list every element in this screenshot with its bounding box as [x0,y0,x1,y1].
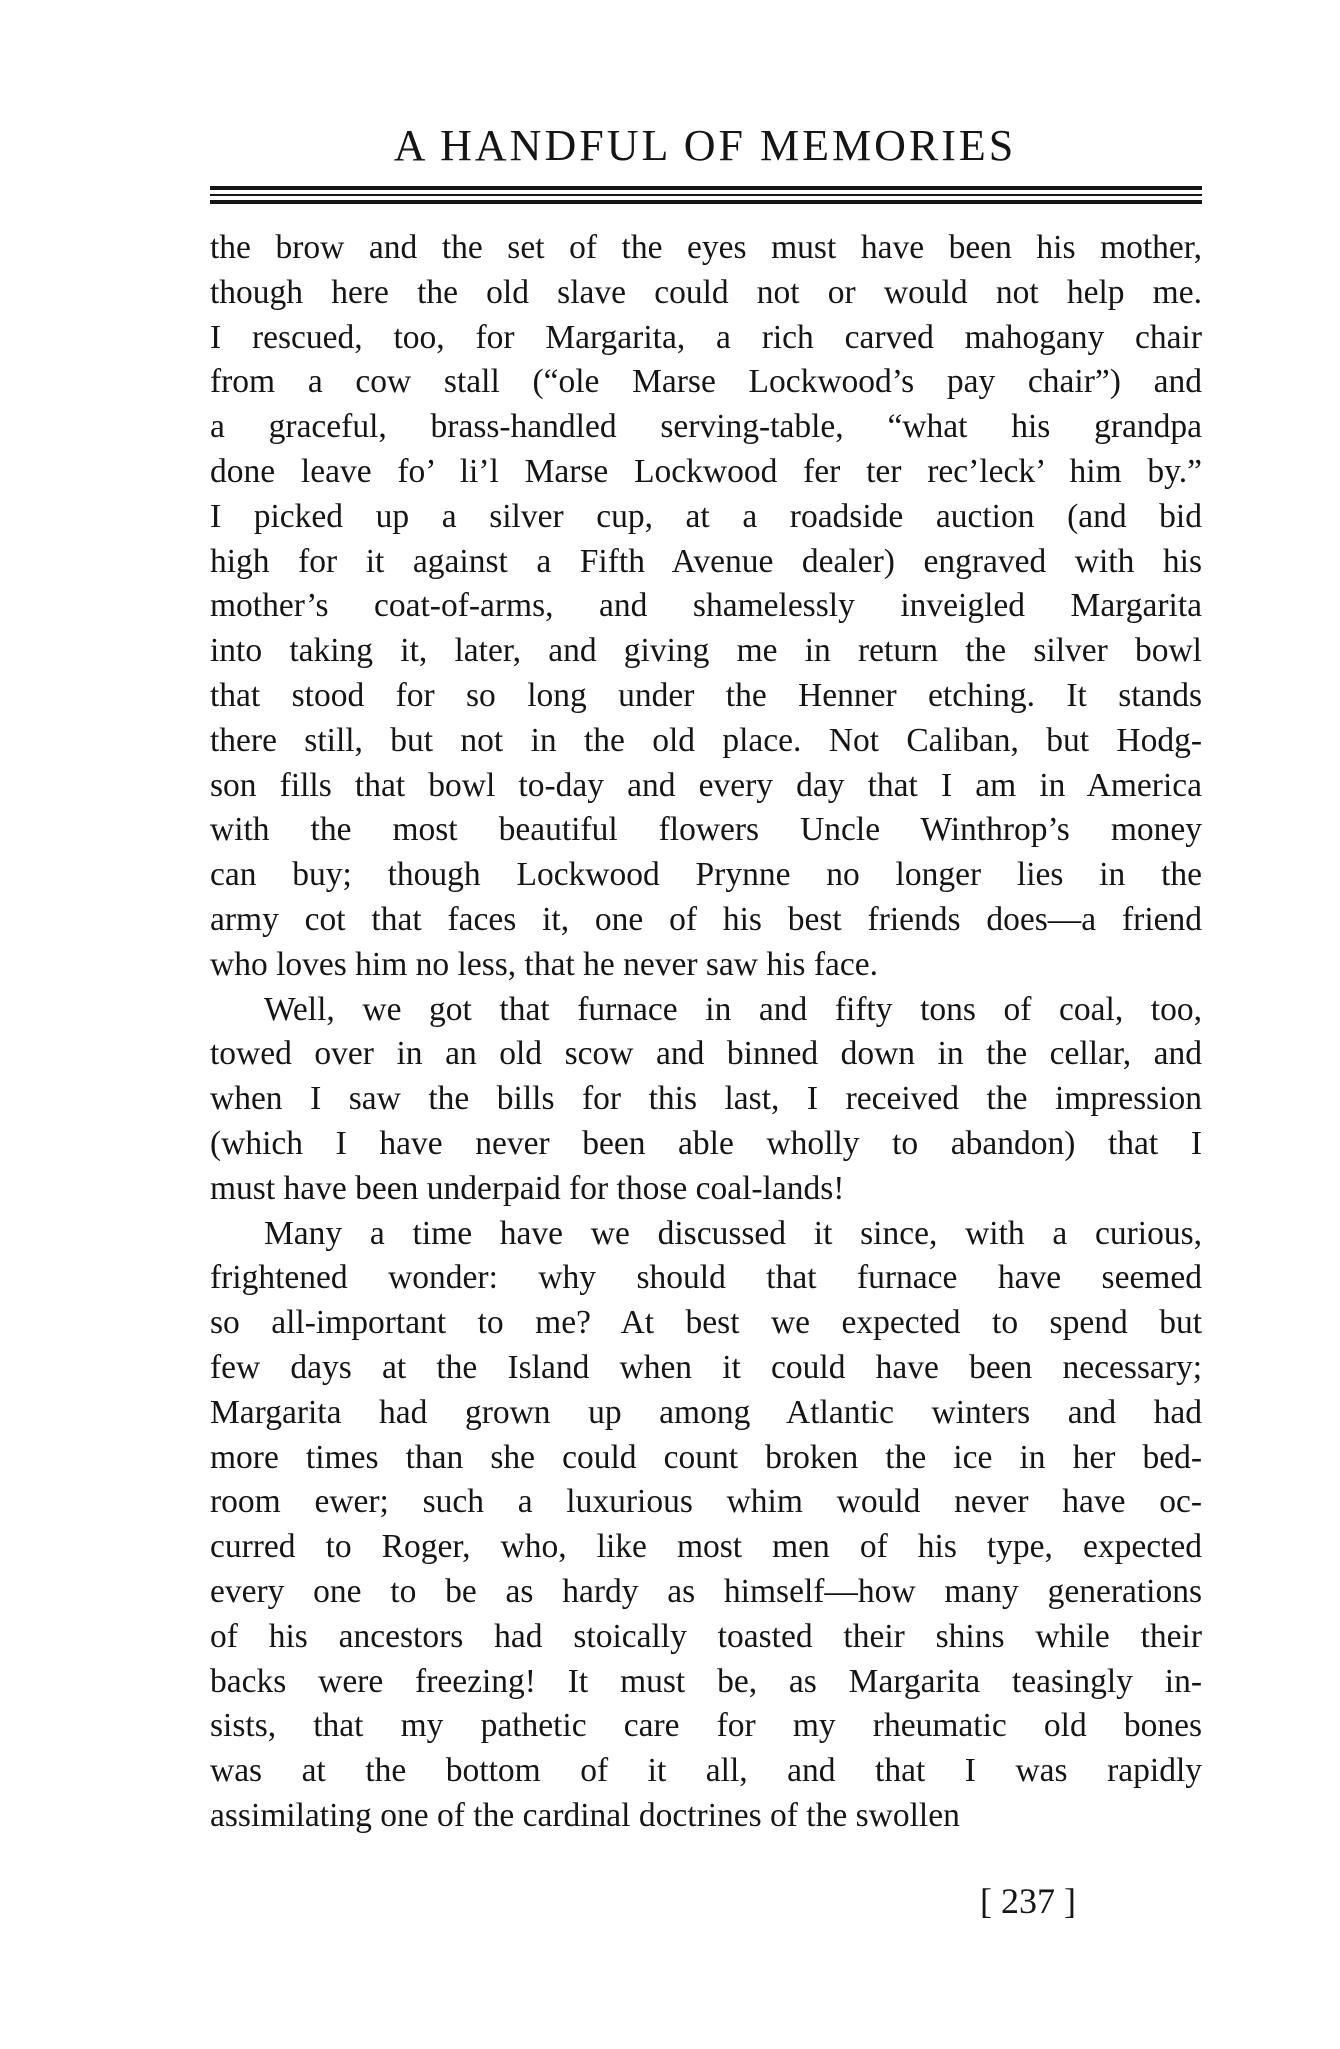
page-number: [ 237 ] [980,1881,1076,1921]
text-line: room ewer; such a luxurious whim would never have oc- [210,1483,1202,1521]
text-line: sists, that my pathetic care for my rheumatic old bones [210,1707,1202,1745]
text-line: every one to be as hardy as himself—how many generations [210,1572,1202,1610]
text-line: into taking it, later, and giving me in return the silver bowl [210,632,1202,670]
text-line: Margarita had grown up among Atlantic winters and had [210,1393,1202,1431]
text-line: with the most beautiful flowers Uncle Winthrop’s money [210,811,1202,849]
paragraph-first-line: Many a time have we discussed it since, with a curious, [264,1214,1202,1252]
header-rule-top [210,186,1202,190]
text-line: there still, but not in the old place. Not Caliban, but Hodg- [210,721,1202,759]
text-line: curred to Roger, who, like most men of his type, expected [210,1528,1202,1566]
text-line: must have been underpaid for those coal-lands! [210,1169,845,1207]
text-line: I rescued, too, for Margarita, a rich carved mahogany chair [210,318,1202,356]
body-text [210,226,1202,1839]
text-line: high for it against a Fifth Avenue dealer) engraved with his [210,542,1202,580]
text-line: done leave fo’ li’l Marse Lockwood fer ter rec’leck’ him by.” [210,452,1202,490]
text-line: I picked up a silver cup, at a roadside auction (and bid [210,497,1202,535]
running-head: A HANDFUL OF MEMORIES [393,121,1017,170]
text-line: army cot that faces it, one of his best friends does—a friend [210,900,1202,938]
text-line: of his ancestors had stoically toasted their shins while their [210,1617,1202,1655]
text-line: so all-important to me? At best we expected to spend but [210,1304,1202,1342]
paragraph-first-line: Well, we got that furnace in and fifty tons of coal, too, [264,990,1202,1028]
text-line: backs were freezing! It must be, as Margarita teasingly in- [210,1662,1202,1700]
text-line: frightened wonder: why should that furnace have seemed [210,1259,1202,1297]
text-line: though here the old slave could not or would not help me. [210,273,1202,311]
text-line: was at the bottom of it all, and that I was rapidly [210,1752,1202,1790]
text-line: mother’s coat-of-arms, and shamelessly inveigled Margarita [210,587,1202,625]
text-line: son fills that bowl to-day and every day that I am in America [210,766,1202,804]
header-rule-middle [210,194,1202,196]
header-rule-bottom [210,200,1202,204]
text-line: (which I have never been able wholly to abandon) that I [210,1124,1202,1162]
text-line: from a cow stall (“ole Marse Lockwood’s pay chair”) and [210,363,1202,401]
text-line: who loves him no less, that he never saw his face. [210,945,878,983]
text-line: when I saw the bills for this last, I received the impression [210,1080,1202,1118]
text-line: assimilating one of the cardinal doctrines of the swollen [210,1796,960,1834]
paragraph-first-line: the brow and the set of the eyes must have been his mother, [210,229,1202,266]
text-line: a graceful, brass-handled serving-table, “what his grandpa [210,408,1202,446]
text-line: that stood for so long under the Henner etching. It stands [210,676,1202,714]
text-line: few days at the Island when it could have been necessary; [210,1348,1202,1386]
text-line: can buy; though Lockwood Prynne no longer lies in the [210,856,1202,894]
text-line: more times than she could count broken the ice in her bed- [210,1438,1202,1476]
text-line: towed over in an old scow and binned down in the cellar, and [210,1035,1202,1073]
